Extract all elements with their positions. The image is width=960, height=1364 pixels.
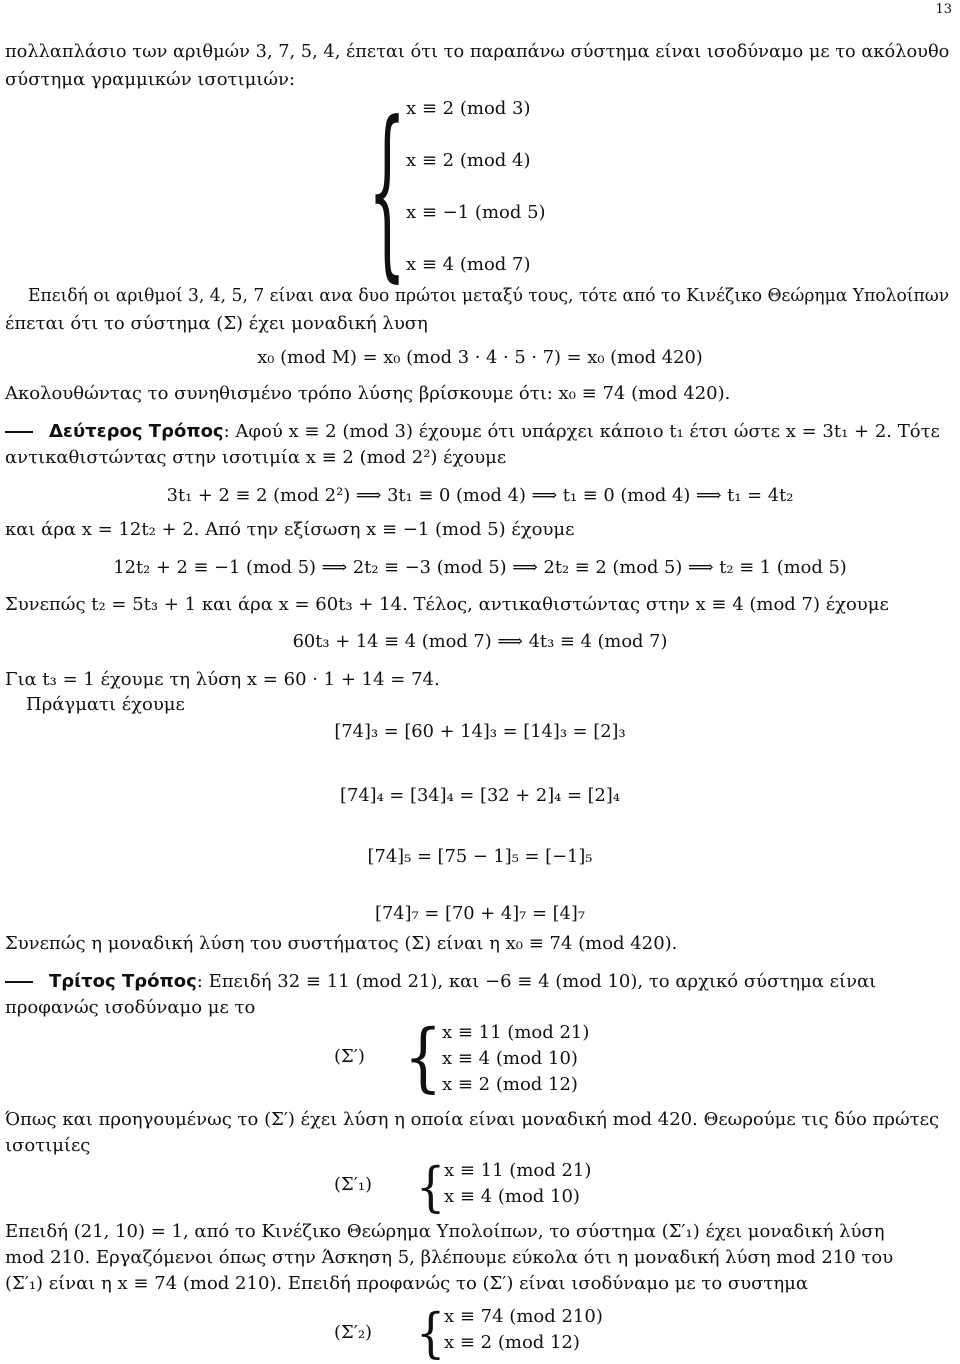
paragraph-third-method [5,970,876,994]
paragraph-third-method-line2: προφανώς ισοδύναμο με το [5,997,256,1018]
congruence: x ≡ 11 (mod 21) [444,1160,592,1181]
third-method-text: : Επειδή 32 ≡ 11 (mod 21), και −6 ≡ 4 (mod 10), το αρχικό σύστημα είναι [196,971,877,992]
check-mod-4: [74]₄ = [34]₄ = [32 + 2]₄ = [2]₄ [340,785,620,806]
left-brace: { [416,1156,446,1219]
paragraph-usual-method: Ακολουθώντας το συνηθισμένο τρόπο λύσης βρίσκουμε ότι: x₀ ≡ 74 (mod 420). [5,383,731,404]
congruence: x ≡ 74 (mod 210) [444,1306,603,1327]
equation-t1: 3t₁ + 2 ≡ 2 (mod 2²) ⟹ 3t₁ ≡ 0 (mod 4) ⟹ t₁ ≡ 0 (mod 4) ⟹ t₁ = 4t₂ [166,485,794,506]
equation-t3: 60t₃ + 14 ≡ 4 (mod 7) ⟹ 4t₃ ≡ 4 (mod 7) [292,631,668,652]
paragraph-as-before-line1: Όπως και προηγουμένως το (Σ′) έχει λύση η οποία είναι μοναδική mod 420. Θεωρούμε τις δύο πρώτες [5,1109,940,1130]
system-label-sigma-prime-2: (Σ′₂) [334,1322,373,1343]
paragraph-for-t3: Για t₃ = 1 έχουμε τη λύση x = 60 · 1 + 14 = 74. [5,669,440,690]
paragraph-consequently: Συνεπώς t₂ = 5t₃ + 1 και άρα x = 60t₃ + 14. Τέλος, αντικαθιστώντας στην x ≡ 4 (mod 7) έχουμε [5,594,889,615]
check-mod-7: [74]₇ = [70 + 4]₇ = [4]₇ [375,903,585,924]
congruence: x ≡ 4 (mod 7) [406,254,531,275]
equation-t2: 12t₂ + 2 ≡ −1 (mod 5) ⟹ 2t₂ ≡ −3 (mod 5) ⟹ 2t₂ ≡ 2 (mod 5) ⟹ t₂ ≡ 1 (mod 5) [113,557,847,578]
paragraph-second-method [5,420,940,444]
dash-marker [5,431,33,433]
paragraph-crt-line2: έπεται ότι το σύστημα (Σ) έχει μοναδική λυση [5,313,428,334]
paragraph-intro-line1: πολλαπλάσιο των αριθμών 3, 7, 5, 4, έπεται ότι το παραπάνω σύστημα είναι ισοδύναμο με το ακόλουθο [5,41,950,62]
left-brace: { [368,84,407,301]
second-method-text: : Αφού x ≡ 2 (mod 3) έχουμε ότι υπάρχει κάποιο t₁ έτσι ώστε x = 3t₁ + 2. Τότε [223,421,940,442]
congruence: x ≡ 4 (mod 10) [444,1186,580,1207]
congruence: x ≡ 11 (mod 21) [442,1022,590,1043]
left-brace: { [404,1014,443,1102]
check-mod-5: [74]₅ = [75 − 1]₅ = [−1]₅ [367,846,593,867]
system-label-sigma-prime: (Σ′) [334,1046,365,1067]
congruence: x ≡ 2 (mod 12) [442,1074,578,1095]
paragraph-since-line2: mod 210. Εργαζόμενοι όπως στην Άσκηση 5, βλέπουμε εύκολα ότι η μοναδική λύση mod 210 του [5,1247,894,1268]
congruence: x ≡ 2 (mod 3) [406,98,531,119]
check-mod-3: [74]₃ = [60 + 14]₃ = [14]₃ = [2]₃ [334,721,626,742]
paragraph-indeed: Πράγματι έχουμε [26,694,185,715]
second-method-title: Δεύτερος Τρόπος [49,421,224,442]
system-label-sigma-prime-1: (Σ′₁) [334,1174,373,1195]
congruence: x ≡ −1 (mod 5) [406,202,546,223]
paragraph-second-method-line2: αντικαθιστώντας στην ισοτιμία x ≡ 2 (mod 2²) έχουμε [5,447,507,468]
paragraph-crt-line1: Επειδή οι αριθμοί 3, 4, 5, 7 είναι ανα δυο πρώτοι μεταξύ τους, τότε από το Κινέζικο Θεώρημα Υπολοίπων [28,285,950,306]
paragraph-intro-line2: σύστημα γραμμικών ισοτιμιών: [5,69,296,90]
paragraph-as-before-line2: ισοτιμίες [5,1135,91,1156]
congruence: x ≡ 2 (mod 4) [406,150,531,171]
congruence: x ≡ 2 (mod 12) [444,1332,580,1353]
page-number: 13 [935,2,952,17]
left-brace: { [416,1302,446,1364]
congruence: x ≡ 4 (mod 10) [442,1048,578,1069]
dash-marker [5,981,33,983]
paragraph-since-line1: Επειδή (21, 10) = 1, από το Κινέζικο Θεώρημα Υπολοίπων, το σύστημα (Σ′₁) έχει μοναδική λύση [5,1221,885,1242]
paragraph-since-line3: (Σ′₁) είναι η x ≡ 74 (mod 210). Επειδή προφανώς το (Σ′) είναι ισοδύναμο με το συστημα [5,1273,809,1294]
equation-modulus: x₀ (mod M) = x₀ (mod 3 · 4 · 5 · 7) = x₀ (mod 420) [257,347,703,368]
paragraph-unique-solution: Συνεπώς η μοναδική λύση του συστήματος (Σ) είναι η x₀ ≡ 74 (mod 420). [5,933,678,954]
third-method-title: Τρίτος Τρόπος [49,971,197,992]
paragraph-and-so: και άρα x = 12t₂ + 2. Από την εξίσωση x ≡ −1 (mod 5) έχουμε [5,519,575,540]
